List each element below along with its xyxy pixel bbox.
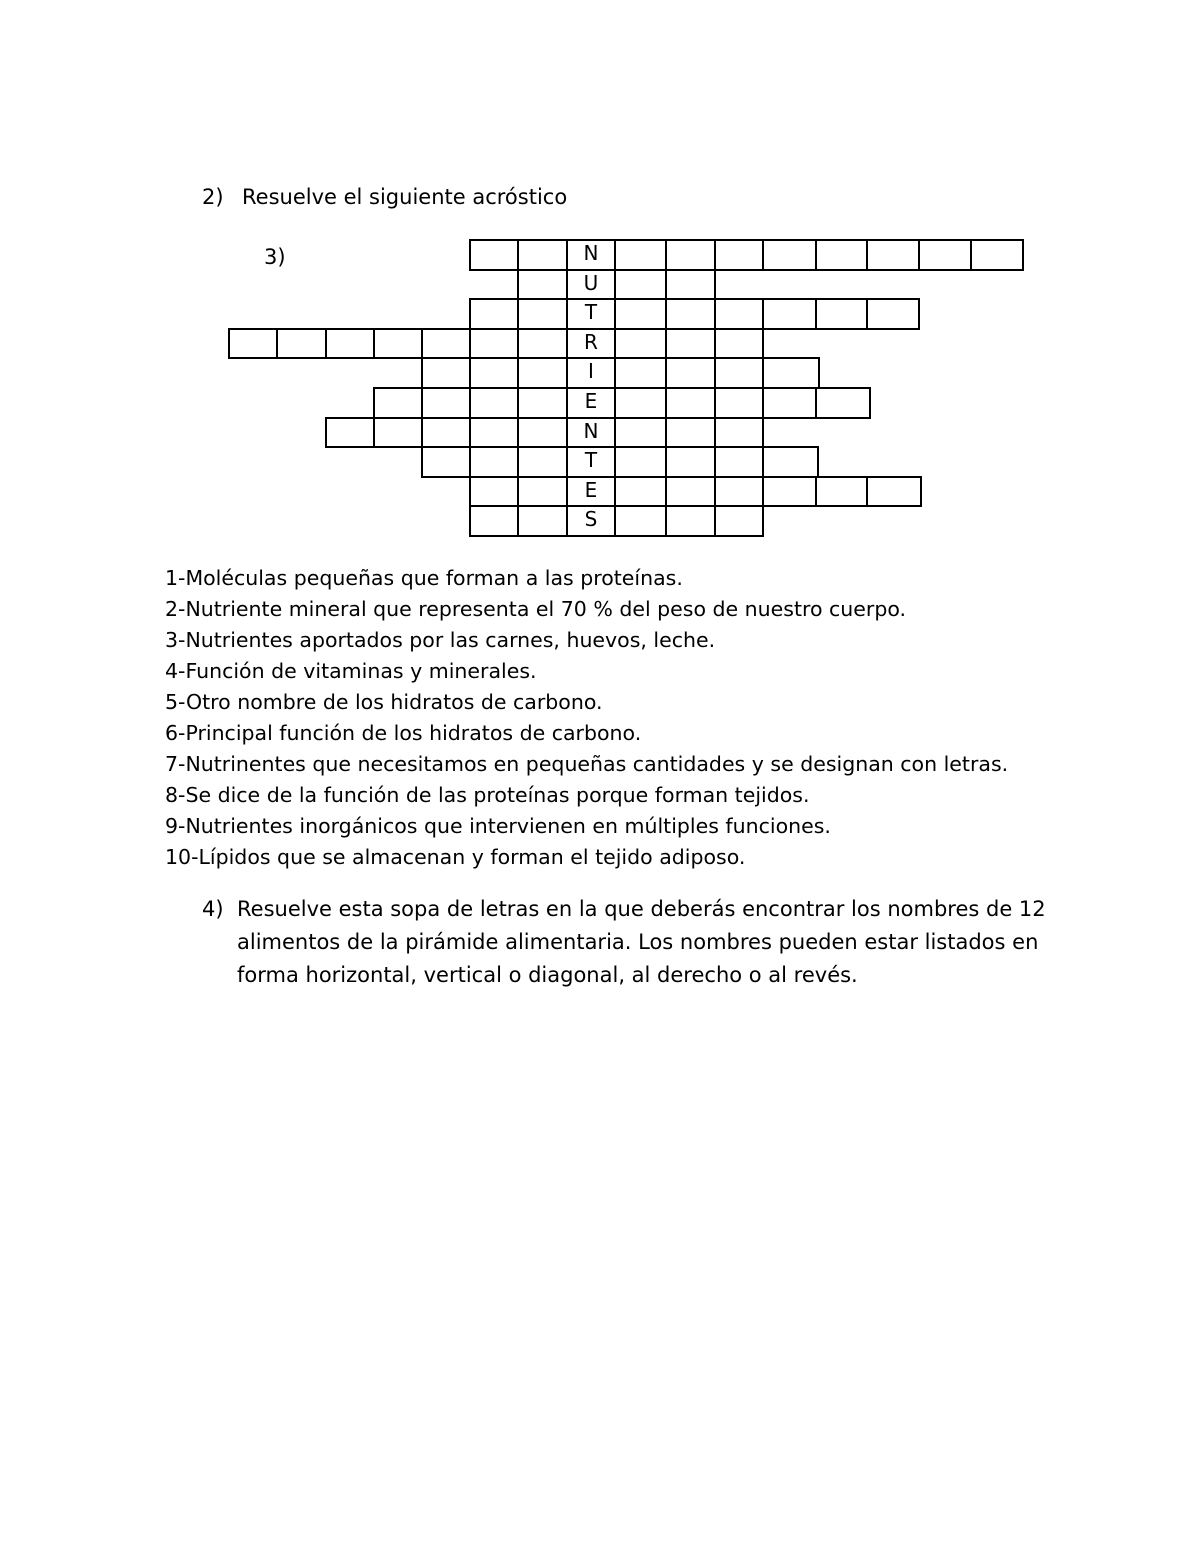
acrostic-cell[interactable] [517, 505, 568, 537]
acrostic-key-cell[interactable]: N [566, 239, 616, 271]
acrostic-cell[interactable] [714, 387, 764, 419]
acrostic-cell[interactable] [714, 298, 764, 330]
section-3-number: 3) [264, 245, 286, 269]
acrostic-cell[interactable] [665, 505, 716, 537]
acrostic-cell[interactable] [918, 239, 972, 271]
acrostic-cell[interactable] [714, 476, 764, 508]
acrostic-key-cell[interactable]: U [566, 269, 616, 301]
clue-item: 10-Lípidos que se almacenan y forman el tejido adiposo. [165, 845, 746, 869]
clue-item: 3-Nutrientes aportados por las carnes, huevos, leche. [165, 628, 716, 652]
acrostic-cell[interactable] [665, 357, 716, 389]
acrostic-cell[interactable] [714, 505, 764, 537]
acrostic-cell[interactable] [517, 387, 568, 419]
section-4-text: Resuelve esta sopa de letras en la que deberás encontrar los nombres de 12 alimentos de la pirámide alimentaria. Los nombres pueden estar listados en forma horizontal, vertical o diagonal, al derecho o al revés. [237, 897, 1046, 987]
acrostic-cell[interactable] [517, 476, 568, 508]
clue-item: 8-Se dice de la función de las proteínas porque forman tejidos. [165, 783, 810, 807]
acrostic-cell[interactable] [614, 239, 667, 271]
acrostic-cell[interactable] [714, 357, 764, 389]
acrostic-cell[interactable] [421, 417, 471, 449]
acrostic-key-cell[interactable]: E [566, 387, 616, 419]
acrostic-key-cell[interactable]: N [566, 417, 616, 449]
acrostic-cell[interactable] [325, 417, 375, 449]
acrostic-cell[interactable] [276, 328, 327, 360]
acrostic-key-cell[interactable]: S [566, 505, 616, 537]
acrostic-cell[interactable] [469, 328, 519, 360]
acrostic-cell[interactable] [665, 446, 716, 478]
acrostic-cell[interactable] [815, 298, 868, 330]
acrostic-cell[interactable] [714, 446, 764, 478]
acrostic-cell[interactable] [517, 446, 568, 478]
acrostic-cell[interactable] [325, 328, 375, 360]
acrostic-key-cell[interactable]: I [566, 357, 616, 389]
acrostic-cell[interactable] [815, 476, 868, 508]
acrostic-cell[interactable] [469, 298, 519, 330]
section-2-heading [202, 185, 567, 209]
acrostic-cell[interactable] [614, 446, 667, 478]
acrostic-cell[interactable] [469, 239, 519, 271]
acrostic-cell[interactable] [614, 417, 667, 449]
acrostic-key-cell[interactable]: T [566, 298, 616, 330]
acrostic-cell[interactable] [373, 328, 423, 360]
acrostic-cell[interactable] [665, 476, 716, 508]
acrostic-cell[interactable] [517, 269, 568, 301]
clue-list [165, 563, 1008, 873]
acrostic-cell[interactable] [866, 298, 920, 330]
acrostic-cell[interactable] [970, 239, 1024, 271]
acrostic-cell[interactable] [665, 417, 716, 449]
acrostic-cell[interactable] [469, 417, 519, 449]
section-4-instructions [202, 893, 1052, 992]
acrostic-cell[interactable] [421, 328, 471, 360]
acrostic-cell[interactable] [614, 387, 667, 419]
clue-item: 2-Nutriente mineral que representa el 70 % del peso de nuestro cuerpo. [165, 597, 907, 621]
acrostic-cell[interactable] [714, 328, 764, 360]
acrostic-cell[interactable] [228, 328, 278, 360]
clue-item: 5-Otro nombre de los hidratos de carbono. [165, 690, 603, 714]
acrostic-cell[interactable] [762, 298, 817, 330]
acrostic-cell[interactable] [866, 239, 920, 271]
acrostic-cell[interactable] [469, 446, 519, 478]
acrostic-cell[interactable] [815, 239, 868, 271]
acrostic-cell[interactable] [517, 417, 568, 449]
acrostic-grid [0, 0, 1200, 560]
acrostic-cell[interactable] [614, 476, 667, 508]
acrostic-cell[interactable] [665, 298, 716, 330]
clue-item: 9-Nutrientes inorgánicos que intervienen en múltiples funciones. [165, 814, 831, 838]
acrostic-cell[interactable] [665, 269, 716, 301]
clue-item: 1-Moléculas pequeñas que forman a las proteínas. [165, 566, 683, 590]
acrostic-cell[interactable] [517, 328, 568, 360]
acrostic-cell[interactable] [714, 417, 764, 449]
clue-item: 4-Función de vitaminas y minerales. [165, 659, 537, 683]
acrostic-cell[interactable] [517, 357, 568, 389]
acrostic-key-cell[interactable]: E [566, 476, 616, 508]
section-2-number: 2) [202, 185, 224, 209]
acrostic-cell[interactable] [469, 357, 519, 389]
acrostic-cell[interactable] [762, 446, 819, 478]
acrostic-cell[interactable] [614, 505, 667, 537]
acrostic-cell[interactable] [421, 446, 471, 478]
clue-item: 7-Nutrinentes que necesitamos en pequeñas cantidades y se designan con letras. [165, 752, 1009, 776]
acrostic-cell[interactable] [469, 387, 519, 419]
acrostic-cell[interactable] [373, 417, 423, 449]
acrostic-cell[interactable] [517, 239, 568, 271]
acrostic-cell[interactable] [665, 239, 716, 271]
acrostic-cell[interactable] [469, 476, 519, 508]
acrostic-cell[interactable] [421, 387, 471, 419]
acrostic-cell[interactable] [762, 476, 817, 508]
acrostic-key-cell[interactable]: T [566, 446, 616, 478]
acrostic-cell[interactable] [665, 387, 716, 419]
acrostic-cell[interactable] [469, 505, 519, 537]
acrostic-cell[interactable] [614, 269, 667, 301]
acrostic-cell[interactable] [762, 239, 817, 271]
acrostic-cell[interactable] [614, 328, 667, 360]
acrostic-cell[interactable] [665, 328, 716, 360]
acrostic-cell[interactable] [614, 298, 667, 330]
acrostic-cell[interactable] [373, 387, 423, 419]
acrostic-cell[interactable] [714, 239, 764, 271]
acrostic-cell[interactable] [421, 357, 471, 389]
acrostic-cell[interactable] [614, 357, 667, 389]
section-4-number: 4) [202, 897, 224, 921]
acrostic-key-cell[interactable]: R [566, 328, 616, 360]
acrostic-cell[interactable] [815, 387, 871, 419]
acrostic-cell[interactable] [866, 476, 922, 508]
acrostic-cell[interactable] [762, 387, 817, 419]
clue-item: 6-Principal función de los hidratos de carbono. [165, 721, 642, 745]
acrostic-cell[interactable] [517, 298, 568, 330]
section-2-title: Resuelve el siguiente acróstico [242, 185, 568, 209]
acrostic-cell[interactable] [762, 357, 820, 389]
